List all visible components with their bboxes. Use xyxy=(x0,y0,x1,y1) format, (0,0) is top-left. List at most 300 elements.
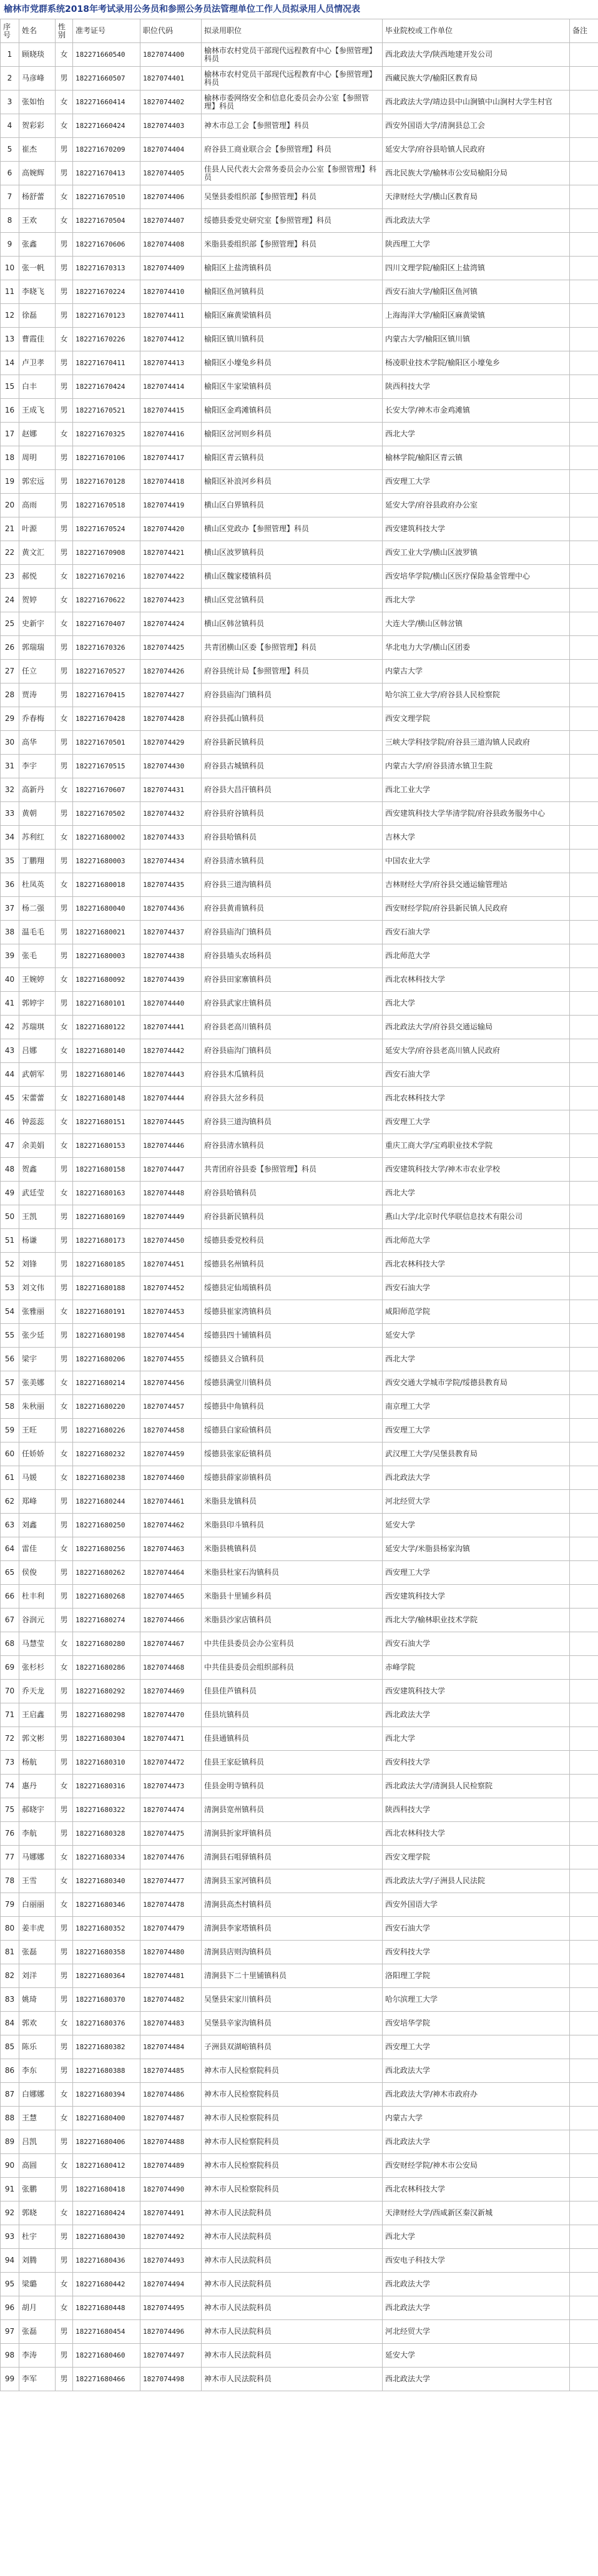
table-row xyxy=(1,1514,598,1537)
cell-school: 西北政法大学 xyxy=(383,2059,570,2083)
cell-name: 吕娜 xyxy=(19,1039,56,1063)
cell-index: 81 xyxy=(1,1941,19,1964)
cell-remark xyxy=(570,185,598,209)
header-position-code: 职位代码 xyxy=(140,19,202,43)
cell-position: 绥德县中角镇科员 xyxy=(202,1395,383,1419)
cell-remark xyxy=(570,1324,598,1348)
cell-position-code: 1827074475 xyxy=(140,1822,202,1846)
table-row xyxy=(1,1300,598,1324)
cell-ticket: 182271670216 xyxy=(73,565,140,589)
table-row xyxy=(1,1253,598,1276)
cell-index: 17 xyxy=(1,423,19,446)
cell-index: 49 xyxy=(1,1182,19,1205)
cell-school: 内蒙古大学/榆阳区镇川镇 xyxy=(383,328,570,351)
cell-ticket: 182271670224 xyxy=(73,280,140,304)
cell-ticket: 182271680169 xyxy=(73,1205,140,1229)
cell-name: 郑峰 xyxy=(19,1490,56,1514)
cell-school: 西北民族大学/榆林市公安局榆阳分局 xyxy=(383,162,570,185)
cell-ticket: 182271680376 xyxy=(73,2012,140,2035)
cell-remark xyxy=(570,2130,598,2154)
cell-name: 周明 xyxy=(19,446,56,470)
cell-ticket: 182271680418 xyxy=(73,2178,140,2201)
cell-ticket: 182271670521 xyxy=(73,399,140,423)
cell-position-code: 1827074429 xyxy=(140,731,202,755)
cell-ticket: 182271670106 xyxy=(73,446,140,470)
table-row xyxy=(1,2201,598,2225)
cell-remark xyxy=(570,1798,598,1822)
table-row xyxy=(1,2320,598,2344)
cell-gender: 女 xyxy=(56,707,73,731)
cell-name: 刘腾 xyxy=(19,2249,56,2273)
cell-index: 78 xyxy=(1,1869,19,1893)
cell-index: 10 xyxy=(1,257,19,280)
cell-name: 史新宇 xyxy=(19,612,56,636)
cell-position: 神木市人民法院科员 xyxy=(202,2225,383,2249)
cell-school: 延安大学 xyxy=(383,1514,570,1537)
cell-index: 60 xyxy=(1,1442,19,1466)
cell-name: 李涛 xyxy=(19,2344,56,2368)
cell-name: 宋蕾蕾 xyxy=(19,1087,56,1110)
cell-ticket: 182271680021 xyxy=(73,921,140,944)
table-row xyxy=(1,328,598,351)
cell-gender: 女 xyxy=(56,43,73,67)
cell-ticket: 182271680352 xyxy=(73,1917,140,1941)
cell-gender: 男 xyxy=(56,162,73,185)
cell-position-code: 1827074481 xyxy=(140,1964,202,1988)
cell-remark xyxy=(570,351,598,375)
cell-school: 西北政法大学 xyxy=(383,1466,570,1490)
cell-gender: 女 xyxy=(56,589,73,612)
cell-remark xyxy=(570,944,598,968)
cell-ticket: 182271680158 xyxy=(73,1158,140,1182)
cell-name: 曹霞佳 xyxy=(19,328,56,351)
cell-position: 府谷县武家庄镇科员 xyxy=(202,992,383,1016)
cell-school: 西安理工大学 xyxy=(383,1110,570,1134)
cell-ticket: 182271670518 xyxy=(73,494,140,517)
cell-position: 府谷县新民镇科员 xyxy=(202,1205,383,1229)
cell-gender: 男 xyxy=(56,850,73,873)
cell-position-code: 1827074424 xyxy=(140,612,202,636)
cell-remark xyxy=(570,683,598,707)
cell-gender: 女 xyxy=(56,1110,73,1134)
cell-name: 马慧莹 xyxy=(19,1632,56,1656)
cell-remark xyxy=(570,257,598,280)
cell-gender: 女 xyxy=(56,1846,73,1869)
cell-position-code: 1827074410 xyxy=(140,280,202,304)
cell-index: 30 xyxy=(1,731,19,755)
cell-index: 62 xyxy=(1,1490,19,1514)
cell-remark xyxy=(570,1466,598,1490)
table-row xyxy=(1,589,598,612)
cell-name: 郭晓 xyxy=(19,2201,56,2225)
cell-index: 34 xyxy=(1,826,19,850)
cell-gender: 男 xyxy=(56,921,73,944)
cell-remark xyxy=(570,1775,598,1798)
cell-index: 19 xyxy=(1,470,19,494)
cell-name: 丁鹏翔 xyxy=(19,850,56,873)
cell-gender: 女 xyxy=(56,209,73,233)
cell-position-code: 1827074476 xyxy=(140,1846,202,1869)
cell-position-code: 1827074434 xyxy=(140,850,202,873)
cell-gender: 男 xyxy=(56,731,73,755)
cell-ticket: 182271670128 xyxy=(73,470,140,494)
cell-gender: 女 xyxy=(56,1869,73,1893)
cell-gender: 女 xyxy=(56,1395,73,1419)
cell-position: 米脂县沙家店镇科员 xyxy=(202,1609,383,1632)
cell-remark xyxy=(570,2107,598,2130)
cell-name: 马娜娜 xyxy=(19,1846,56,1869)
cell-index: 70 xyxy=(1,1680,19,1703)
cell-index: 4 xyxy=(1,114,19,138)
table-row xyxy=(1,683,598,707)
cell-position: 府谷县三道沟镇科员 xyxy=(202,873,383,897)
cell-gender: 女 xyxy=(56,565,73,589)
cell-position: 神木市人民法院科员 xyxy=(202,2344,383,2368)
cell-name: 陈乐 xyxy=(19,2035,56,2059)
cell-ticket: 182271680262 xyxy=(73,1561,140,1585)
cell-index: 36 xyxy=(1,873,19,897)
cell-remark xyxy=(570,850,598,873)
cell-ticket: 182271680454 xyxy=(73,2320,140,2344)
cell-ticket: 182271680092 xyxy=(73,968,140,992)
cell-remark xyxy=(570,968,598,992)
cell-school: 西安科技大学 xyxy=(383,1941,570,1964)
cell-ticket: 182271680191 xyxy=(73,1300,140,1324)
cell-index: 29 xyxy=(1,707,19,731)
cell-name: 惠丹 xyxy=(19,1775,56,1798)
cell-remark xyxy=(570,897,598,921)
cell-school: 西北农林科技大学 xyxy=(383,1253,570,1276)
cell-position-code: 1827074404 xyxy=(140,138,202,162)
cell-position-code: 1827074494 xyxy=(140,2273,202,2296)
cell-index: 28 xyxy=(1,683,19,707)
cell-name: 任立 xyxy=(19,660,56,683)
cell-position: 佳县通镇科员 xyxy=(202,1727,383,1751)
cell-index: 80 xyxy=(1,1917,19,1941)
cell-gender: 男 xyxy=(56,2225,73,2249)
table-row xyxy=(1,2035,598,2059)
cell-index: 11 xyxy=(1,280,19,304)
cell-name: 叶源 xyxy=(19,517,56,541)
cell-gender: 男 xyxy=(56,1609,73,1632)
cell-ticket: 182271680442 xyxy=(73,2273,140,2296)
cell-position: 榆阳区小壕兔乡科员 xyxy=(202,351,383,375)
table-row xyxy=(1,446,598,470)
cell-index: 40 xyxy=(1,968,19,992)
cell-name: 顾晓琰 xyxy=(19,43,56,67)
cell-name: 王婉婷 xyxy=(19,968,56,992)
cell-index: 96 xyxy=(1,2296,19,2320)
cell-index: 21 xyxy=(1,517,19,541)
cell-remark xyxy=(570,1869,598,1893)
cell-name: 杨谦 xyxy=(19,1229,56,1253)
cell-school: 西北政法大学/陕西地建开发公司 xyxy=(383,43,570,67)
cell-gender: 男 xyxy=(56,1585,73,1609)
cell-ticket: 182271680040 xyxy=(73,897,140,921)
table-row xyxy=(1,2083,598,2107)
cell-ticket: 182271680424 xyxy=(73,2201,140,2225)
cell-remark xyxy=(570,1751,598,1775)
cell-position-code: 1827074448 xyxy=(140,1182,202,1205)
cell-gender: 女 xyxy=(56,1371,73,1395)
cell-name: 杜丰利 xyxy=(19,1585,56,1609)
cell-remark xyxy=(570,1893,598,1917)
cell-remark xyxy=(570,43,598,67)
cell-position: 榆阳区上盐湾镇科员 xyxy=(202,257,383,280)
cell-ticket: 182271680163 xyxy=(73,1182,140,1205)
cell-remark xyxy=(570,446,598,470)
cell-position: 绥德县委党校科员 xyxy=(202,1229,383,1253)
cell-position: 榆阳区镇川镇科员 xyxy=(202,328,383,351)
cell-gender: 男 xyxy=(56,2130,73,2154)
cell-name: 刘洋 xyxy=(19,1964,56,1988)
cell-remark xyxy=(570,304,598,328)
cell-name: 张鹏 xyxy=(19,2178,56,2201)
cell-school: 咸阳师范学院 xyxy=(383,1300,570,1324)
cell-name: 王欢 xyxy=(19,209,56,233)
cell-gender: 男 xyxy=(56,1964,73,1988)
cell-ticket: 182271670313 xyxy=(73,257,140,280)
cell-school: 西安石油大学 xyxy=(383,1917,570,1941)
cell-name: 郝晓宇 xyxy=(19,1798,56,1822)
cell-ticket: 182271680292 xyxy=(73,1680,140,1703)
cell-remark xyxy=(570,1348,598,1371)
cell-gender: 男 xyxy=(56,2344,73,2368)
cell-position: 府谷县哈镇科员 xyxy=(202,1182,383,1205)
cell-remark xyxy=(570,2273,598,2296)
cell-position-code: 1827074446 xyxy=(140,1134,202,1158)
table-row xyxy=(1,185,598,209)
cell-index: 93 xyxy=(1,2225,19,2249)
cell-remark xyxy=(570,1134,598,1158)
cell-position-code: 1827074472 xyxy=(140,1751,202,1775)
cell-school: 杨凌职业技术学院/榆阳区小壕兔乡 xyxy=(383,351,570,375)
cell-position: 米脂县桃镇科员 xyxy=(202,1537,383,1561)
cell-position: 神木市人民法院科员 xyxy=(202,2273,383,2296)
cell-index: 75 xyxy=(1,1798,19,1822)
table-row xyxy=(1,944,598,968)
table-row xyxy=(1,1158,598,1182)
cell-index: 14 xyxy=(1,351,19,375)
table-row xyxy=(1,2249,598,2273)
cell-index: 44 xyxy=(1,1063,19,1087)
cell-position-code: 1827074495 xyxy=(140,2296,202,2320)
cell-index: 12 xyxy=(1,304,19,328)
cell-ticket: 182271680412 xyxy=(73,2154,140,2178)
cell-name: 张如怡 xyxy=(19,91,56,114)
cell-ticket: 182271660540 xyxy=(73,43,140,67)
cell-position-code: 1827074437 xyxy=(140,921,202,944)
cell-ticket: 182271680274 xyxy=(73,1609,140,1632)
cell-index: 42 xyxy=(1,1016,19,1039)
cell-school: 内蒙古大学 xyxy=(383,2107,570,2130)
cell-name: 张杉杉 xyxy=(19,1656,56,1680)
cell-ticket: 182271670502 xyxy=(73,802,140,826)
cell-school: 西安财经学院/府谷县新民镇人民政府 xyxy=(383,897,570,921)
cell-name: 崔杰 xyxy=(19,138,56,162)
cell-position-code: 1827074427 xyxy=(140,683,202,707)
cell-index: 79 xyxy=(1,1893,19,1917)
cell-index: 47 xyxy=(1,1134,19,1158)
cell-index: 53 xyxy=(1,1276,19,1300)
cell-ticket: 182271680466 xyxy=(73,2368,140,2391)
table-row xyxy=(1,565,598,589)
cell-ticket: 182271680188 xyxy=(73,1276,140,1300)
cell-gender: 女 xyxy=(56,1537,73,1561)
cell-school: 西安建筑科技大学 xyxy=(383,1585,570,1609)
cell-ticket: 182271670504 xyxy=(73,209,140,233)
cell-ticket: 182271670527 xyxy=(73,660,140,683)
cell-remark xyxy=(570,1063,598,1087)
cell-position-code: 1827074493 xyxy=(140,2249,202,2273)
header-gender: 性别 xyxy=(56,19,73,43)
cell-school: 延安大学/府谷县哈镇人民政府 xyxy=(383,138,570,162)
cell-position: 绥德县委党史研究室【参照管理】科员 xyxy=(202,209,383,233)
cell-index: 9 xyxy=(1,233,19,257)
cell-remark xyxy=(570,2083,598,2107)
cell-position: 清涧县折家坪镇科员 xyxy=(202,1822,383,1846)
cell-index: 97 xyxy=(1,2320,19,2344)
cell-school: 西北政法大学 xyxy=(383,2368,570,2391)
cell-position-code: 1827074433 xyxy=(140,826,202,850)
cell-position: 府谷县庙沟门镇科员 xyxy=(202,1039,383,1063)
cell-school: 西安理工大学 xyxy=(383,1419,570,1442)
table-row xyxy=(1,43,598,67)
cell-position-code: 1827074484 xyxy=(140,2035,202,2059)
cell-gender: 女 xyxy=(56,1016,73,1039)
cell-position: 横山区白界镇科员 xyxy=(202,494,383,517)
cell-gender: 女 xyxy=(56,423,73,446)
cell-position: 府谷县新民镇科员 xyxy=(202,731,383,755)
cell-position: 横山区魏家楼镇科员 xyxy=(202,565,383,589)
cell-name: 卢卫孝 xyxy=(19,351,56,375)
cell-index: 43 xyxy=(1,1039,19,1063)
cell-gender: 女 xyxy=(56,2296,73,2320)
cell-ticket: 182271680328 xyxy=(73,1822,140,1846)
cell-remark xyxy=(570,1016,598,1039)
cell-remark xyxy=(570,1229,598,1253)
cell-remark xyxy=(570,921,598,944)
cell-ticket: 182271680018 xyxy=(73,873,140,897)
cell-gender: 女 xyxy=(56,826,73,850)
cell-remark xyxy=(570,1585,598,1609)
cell-position-code: 1827074492 xyxy=(140,2225,202,2249)
cell-position-code: 1827074411 xyxy=(140,304,202,328)
cell-remark xyxy=(570,2344,598,2368)
table-row xyxy=(1,1039,598,1063)
cell-gender: 男 xyxy=(56,351,73,375)
cell-position-code: 1827074485 xyxy=(140,2059,202,2083)
cell-ticket: 182271680316 xyxy=(73,1775,140,1798)
cell-gender: 男 xyxy=(56,138,73,162)
cell-position-code: 1827074488 xyxy=(140,2130,202,2154)
cell-remark xyxy=(570,1680,598,1703)
cell-position: 府谷县庙沟门镇科员 xyxy=(202,683,383,707)
cell-gender: 男 xyxy=(56,2035,73,2059)
cell-ticket: 182271680400 xyxy=(73,2107,140,2130)
cell-gender: 男 xyxy=(56,755,73,778)
cell-remark xyxy=(570,114,598,138)
cell-name: 任娇娇 xyxy=(19,1442,56,1466)
cell-school: 哈尔滨理工大学 xyxy=(383,1988,570,2012)
cell-school: 河北经贸大学 xyxy=(383,2320,570,2344)
cell-school: 大连大学/横山区韩岔镇 xyxy=(383,612,570,636)
cell-school: 重庆工商大学/宝鸡职业技术学院 xyxy=(383,1134,570,1158)
cell-position-code: 1827074400 xyxy=(140,43,202,67)
cell-index: 32 xyxy=(1,778,19,802)
cell-position: 神木市总工会【参照管理】科员 xyxy=(202,114,383,138)
cell-position: 府谷县三道沟镇科员 xyxy=(202,1110,383,1134)
cell-ticket: 182271680226 xyxy=(73,1419,140,1442)
table-row xyxy=(1,660,598,683)
cell-ticket: 182271660414 xyxy=(73,91,140,114)
cell-school: 西北师范大学 xyxy=(383,944,570,968)
cell-school: 西北政法大学 xyxy=(383,2273,570,2296)
cell-index: 26 xyxy=(1,636,19,660)
cell-gender: 男 xyxy=(56,944,73,968)
cell-gender: 男 xyxy=(56,1158,73,1182)
cell-ticket: 182271680140 xyxy=(73,1039,140,1063)
cell-school: 西北政法大学/清涧县人民检察院 xyxy=(383,1775,570,1798)
cell-position-code: 1827074468 xyxy=(140,1656,202,1680)
table-row xyxy=(1,1703,598,1727)
cell-position-code: 1827074409 xyxy=(140,257,202,280)
cell-school: 四川文理学院/榆阳区上盐湾镇 xyxy=(383,257,570,280)
cell-position-code: 1827074465 xyxy=(140,1585,202,1609)
cell-ticket: 182271680232 xyxy=(73,1442,140,1466)
cell-name: 郭欢 xyxy=(19,2012,56,2035)
cell-name: 赵娜 xyxy=(19,423,56,446)
cell-remark xyxy=(570,1300,598,1324)
table-row xyxy=(1,2178,598,2201)
cell-remark xyxy=(570,2249,598,2273)
cell-remark xyxy=(570,731,598,755)
cell-name: 黄朝 xyxy=(19,802,56,826)
cell-school: 西北大学 xyxy=(383,1727,570,1751)
cell-position-code: 1827074413 xyxy=(140,351,202,375)
cell-position-code: 1827074401 xyxy=(140,67,202,91)
cell-school: 西安文理学院 xyxy=(383,1846,570,1869)
cell-name: 姚琦 xyxy=(19,1988,56,2012)
cell-name: 侯俊 xyxy=(19,1561,56,1585)
cell-ticket: 182271680002 xyxy=(73,826,140,850)
cell-position: 神木市人民检察院科员 xyxy=(202,2107,383,2130)
cell-name: 郭宏远 xyxy=(19,470,56,494)
cell-position-code: 1827074449 xyxy=(140,1205,202,1229)
cell-position: 神木市人民法院科员 xyxy=(202,2320,383,2344)
cell-name: 马媛 xyxy=(19,1466,56,1490)
cell-school: 西安建筑科技大学 xyxy=(383,1680,570,1703)
cell-ticket: 182271670606 xyxy=(73,233,140,257)
cell-ticket: 182271680122 xyxy=(73,1016,140,1039)
table-row xyxy=(1,1182,598,1205)
cell-position-code: 1827074405 xyxy=(140,162,202,185)
table-row xyxy=(1,2296,598,2320)
cell-school: 西北政法大学 xyxy=(383,2296,570,2320)
cell-position: 绥德县白家硷镇科员 xyxy=(202,1419,383,1442)
cell-position: 中共佳县委员会办公室科员 xyxy=(202,1632,383,1656)
cell-position-code: 1827074417 xyxy=(140,446,202,470)
cell-index: 35 xyxy=(1,850,19,873)
cell-gender: 女 xyxy=(56,2201,73,2225)
cell-index: 8 xyxy=(1,209,19,233)
cell-name: 姜丰虎 xyxy=(19,1917,56,1941)
cell-school: 西北大学/榆林职业技术学院 xyxy=(383,1609,570,1632)
cell-gender: 男 xyxy=(56,1561,73,1585)
cell-position-code: 1827074451 xyxy=(140,1253,202,1276)
cell-position-code: 1827074432 xyxy=(140,802,202,826)
cell-ticket: 182271680310 xyxy=(73,1751,140,1775)
